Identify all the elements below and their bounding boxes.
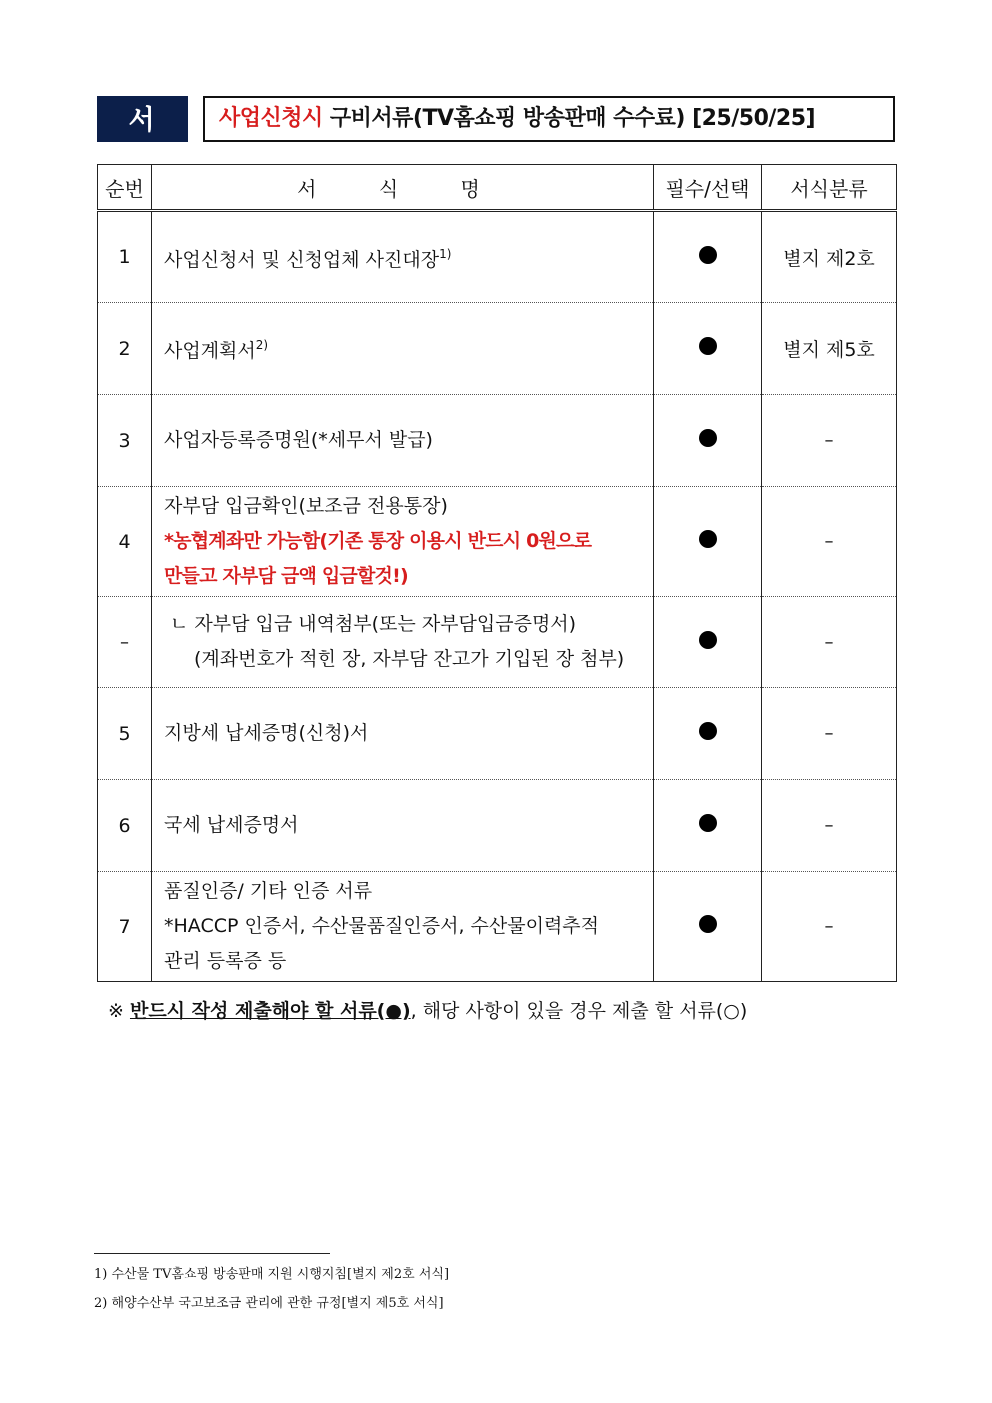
required-cell — [654, 487, 762, 597]
required-documents-table — [97, 164, 897, 982]
table-row — [98, 303, 897, 395]
footnote-divider — [94, 1253, 330, 1254]
footnote-2: 2) 해양수산부 국고보조금 관리에 관한 규정[별지 제5호 서식] — [94, 1296, 444, 1311]
form-badge: 서 식 — [97, 96, 188, 142]
col-header-number: 순번 — [98, 165, 152, 211]
category-cell: – — [762, 872, 897, 982]
category-cell: 별지 제5호 — [762, 303, 897, 395]
required-cell — [654, 872, 762, 982]
required-cell — [654, 597, 762, 688]
category-cell: – — [762, 487, 897, 597]
form-name-cell: 품질인증/ 기타 인증 서류 *HACCP 인증서, 수산물품질인증서, 수산물이력추적 관리 등록증 등 — [152, 872, 654, 982]
table-row — [98, 688, 897, 780]
col-header-category: 서식분류 — [762, 165, 897, 211]
required-dot-icon — [699, 530, 717, 548]
form-name-cell: 사업자등록증명원(*세무서 발급) — [152, 395, 654, 487]
col-header-required: 필수/선택 — [654, 165, 762, 211]
row-number: 1 — [98, 211, 152, 303]
row-number: 5 — [98, 688, 152, 780]
table-row — [98, 211, 897, 303]
legend-required: 반드시 작성 제출해야 할 서류(●) — [129, 1000, 411, 1022]
row-number: 2 — [98, 303, 152, 395]
required-cell — [654, 688, 762, 780]
form-name-cell: 자부담 입금확인(보조금 전용통장) *농협계좌만 가능함(기존 통장 이용시 반드시 0원으로 만들고 자부담 금액 입금할것!) — [152, 487, 654, 597]
required-dot-icon — [699, 814, 717, 832]
form-name-cell: ㄴ 자부담 입금 내역첨부(또는 자부담입금증명서) (계좌번호가 적힌 장, 자부담 잔고가 기입된 장 첨부) — [152, 597, 654, 688]
legend-note: ※ 반드시 작성 제출해야 할 서류(●), 해당 사항이 있을 경우 제출 할 서류(○) — [108, 1000, 748, 1022]
document-title — [203, 96, 895, 142]
row-number: 4 — [98, 487, 152, 597]
legend-optional: , 해당 사항이 있을 경우 제출 할 서류(○) — [410, 1000, 748, 1022]
table-row — [98, 780, 897, 872]
row-number: 7 — [98, 872, 152, 982]
category-cell: 별지 제2호 — [762, 211, 897, 303]
category-cell: – — [762, 597, 897, 688]
footnote-1: 1) 수산물 TV홈쇼핑 방송판매 지원 시행지침[별지 제2호 서식] — [94, 1267, 450, 1282]
row-number: – — [98, 597, 152, 688]
table-row — [98, 597, 897, 688]
form-name-cell: 지방세 납세증명(신청)서 — [152, 688, 654, 780]
required-dot-icon — [699, 915, 717, 933]
table-header-row — [98, 165, 897, 211]
table-row — [98, 487, 897, 597]
required-dot-icon — [699, 722, 717, 740]
row-number: 6 — [98, 780, 152, 872]
required-dot-icon — [699, 429, 717, 447]
table-row — [98, 395, 897, 487]
form-name-cell: 국세 납세증명서 — [152, 780, 654, 872]
required-cell — [654, 211, 762, 303]
form-name-cell: 사업계획서$^{2)}$ — [152, 303, 654, 395]
col-header-form-name: 서 식 명 — [152, 165, 654, 211]
title-highlight: 사업신청시 — [219, 106, 323, 131]
required-dot-icon — [699, 246, 717, 264]
form-name-cell: 사업신청서 및 신청업체 사진대장$^{1)}$ — [152, 211, 654, 303]
category-cell: – — [762, 780, 897, 872]
required-dot-icon — [699, 337, 717, 355]
required-cell — [654, 303, 762, 395]
title-text: 구비서류(TV홈쇼핑 방송판매 수수료) [25/50/25] — [322, 106, 816, 131]
row-number: 3 — [98, 395, 152, 487]
required-dot-icon — [699, 631, 717, 649]
table-row — [98, 872, 897, 982]
form-header — [97, 96, 895, 182]
category-cell: – — [762, 395, 897, 487]
required-cell — [654, 395, 762, 487]
required-cell — [654, 780, 762, 872]
category-cell: – — [762, 688, 897, 780]
